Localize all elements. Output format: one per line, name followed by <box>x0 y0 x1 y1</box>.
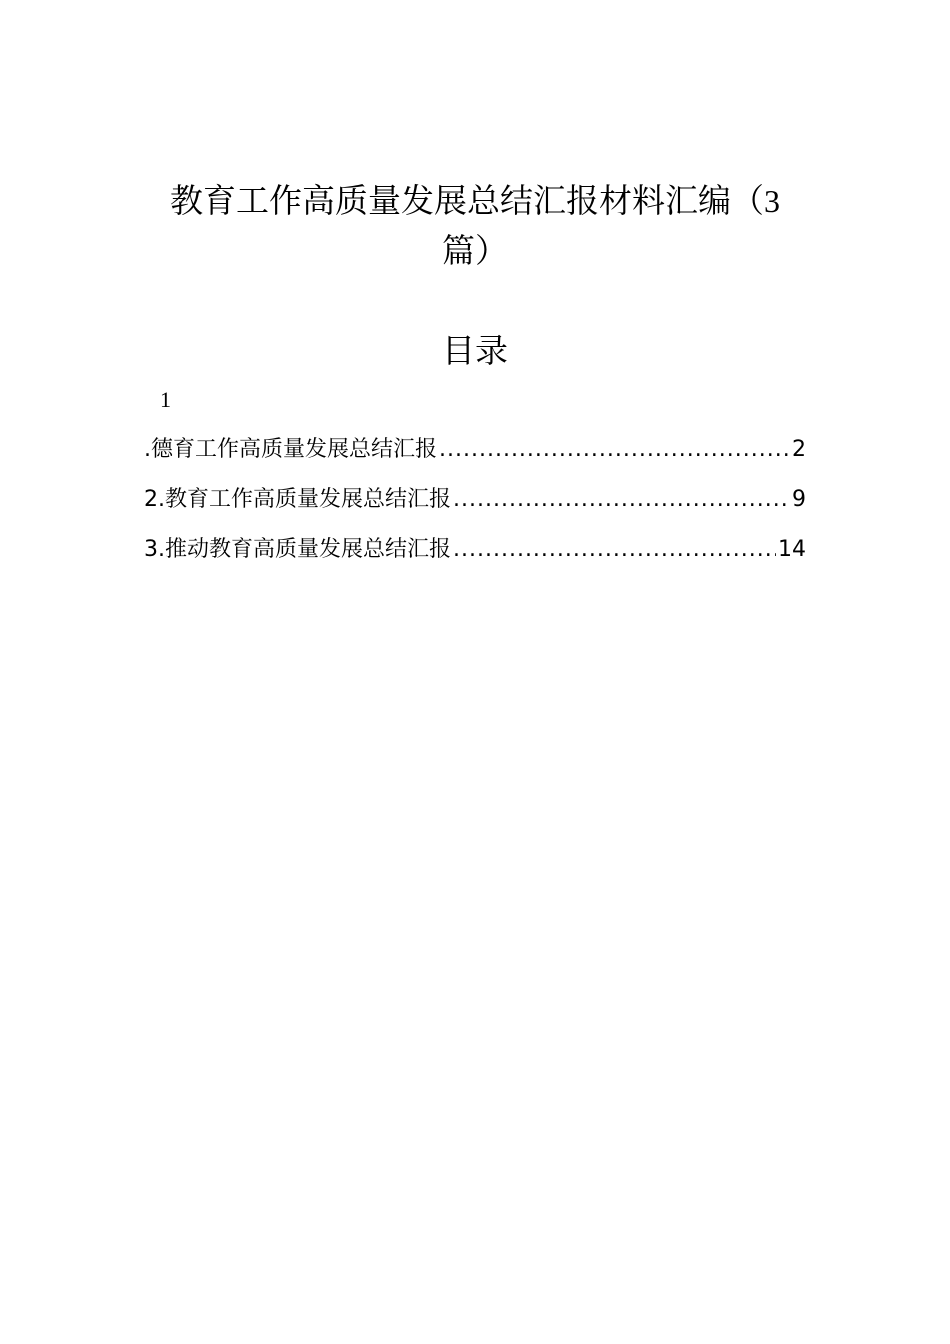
toc-entry-1[interactable] <box>144 428 806 478</box>
table-of-contents <box>144 428 806 578</box>
toc-entry-3[interactable] <box>144 528 806 578</box>
toc-entry-label: 2.教育工作高质量发展总结汇报 <box>144 487 451 512</box>
toc-entry-label: .德育工作高质量发展总结汇报 <box>144 437 437 462</box>
toc-entry-2[interactable] <box>144 478 806 528</box>
toc-dot-leader <box>453 478 790 522</box>
title-line-1-number: 3 <box>764 183 780 219</box>
title-line-2: 篇） <box>442 231 508 270</box>
title-line-1-text: 教育工作高质量发展总结汇报材料汇编（ <box>170 181 764 220</box>
toc-entry-page: 9 <box>792 487 806 512</box>
toc-heading: 目录 <box>442 331 508 370</box>
document-title <box>140 176 810 276</box>
toc-entry-label: 3.推动教育高质量发展总结汇报 <box>144 537 451 562</box>
toc-orphan-number: 1 <box>160 387 171 412</box>
toc-dot-leader <box>439 428 790 472</box>
title-line-1 <box>140 176 810 226</box>
toc-dot-leader <box>453 528 776 572</box>
toc-entry-page: 2 <box>792 437 806 462</box>
toc-entry-page: 14 <box>778 537 806 562</box>
